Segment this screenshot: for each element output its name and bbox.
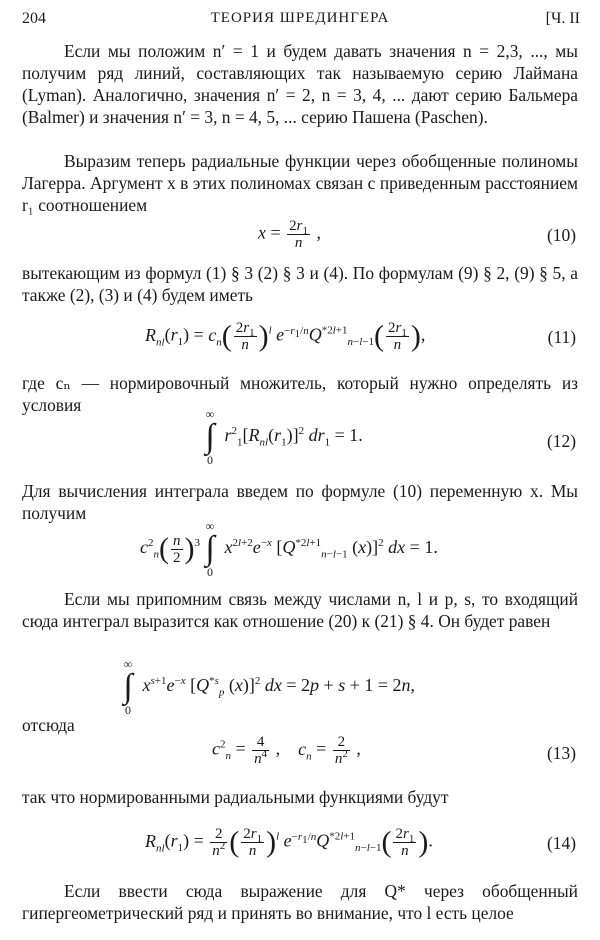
equation-13: $c^2_n$ = $\frac{4}{n^4}$ , $c_n$ = $\frac{2}{n^2}$ , (13): [212, 734, 576, 767]
paragraph-hence: отсюда: [22, 715, 75, 735]
paragraph-laguerre-intro: Выразим теперь радиальные функции через обобщенные полиномы Лагерра. Аргумент x в этих полиномах связан с приведенным расстоянием r₁ соотношением: [22, 151, 578, 215]
chapter-marker: [Ч. II: [545, 10, 580, 27]
equation-14: $R_{nl}(r_1)$ = $\frac{2}{n^2}$ ( $\frac{2r_1}{n}$ )$^l$ $e^{-r_1/n}Q^{*2l+1}_{n-l-1}$( $\frac{2r_1}{n}$ ). (14): [145, 825, 576, 859]
equation-number-11: (11): [547, 327, 576, 347]
equation-number-12: (12): [547, 431, 576, 451]
page-header: [0, 10, 600, 34]
paragraph-lyman-series: Если мы положим n′ = 1 и будем давать значения n = 2,3, ..., мы получим ряд линий, составляющих так называемую серию Лаймана (Lyman). Аналогично, значения n′ = 2, n = 3, 4, ... дают серию Бальмера (Balmer) и значения n′ = 3, n = 4, 5, ... серию Пашена (Paschen).: [22, 41, 578, 127]
paragraph-normalization: где cₙ — нормировочный множитель, который нужно определять из условия: [22, 373, 578, 415]
equation-number-14: (14): [547, 833, 576, 853]
paragraph-formula-reference: вытекающим из формул (1) § 3 (2) § 3 и (4). По формулам (9) § 2, (9) § 5, а также (2), (3) и (4) будем иметь: [22, 263, 578, 305]
paragraph-variable-change: Для вычисления интеграла введем по формуле (10) переменную x. Мы получим: [22, 481, 578, 523]
equation-number-13: (13): [547, 743, 576, 763]
running-title: ТЕОРИЯ ШРЕДИНГЕРА: [210, 10, 390, 26]
equation-11: $R_{nl}(r_1) = c_n$( $\frac{2r_1}{n}$ )$^l$ $e^{-r_1/n}Q^{*2l+1}_{n-l-1}$( $\frac{2r_1}{n}$ ), (11): [145, 319, 576, 353]
equation-number-10: (10): [547, 225, 576, 245]
equation-integral-result: ∞ ∫ 0 $x^{s+1}e^{-x}$ [$Q^{*s}_p$ (x)]$^2$ dx = 2p + s + 1 = 2n,: [123, 657, 416, 717]
paragraph-hypergeometric: Если ввести сюда выражение для Q* через обобщенный гипергеометрический ряд и принять во внимание, что l есть целое: [22, 881, 578, 923]
paragraph-integral-relation: Если мы припомним связь между числами n, l и p, s, то входящий сюда интеграл выразится как отношение (20) к (21) § 4. Он будет равен: [22, 589, 578, 631]
equation-10: x = $\frac{2r_1}{n}$ , (10): [258, 218, 576, 251]
equation-12: ∞ ∫ 0 $r^2_1[R_{nl}(r_1)]^2$ $dr_1 = 1$. (12): [205, 407, 576, 467]
page-number: 204: [22, 10, 46, 27]
paragraph-normalized-functions: так что нормированными радиальными функциями будут: [22, 787, 449, 807]
equation-integral-x: $c^2_n$( $\frac{n}{2}$ )$^3$ ∞ ∫ 0 $x^{2l+2}e^{-x}$ [$Q^{*2l+1}_{n-l-1}$ (x)]$^2$ dx = 1.: [140, 519, 438, 579]
